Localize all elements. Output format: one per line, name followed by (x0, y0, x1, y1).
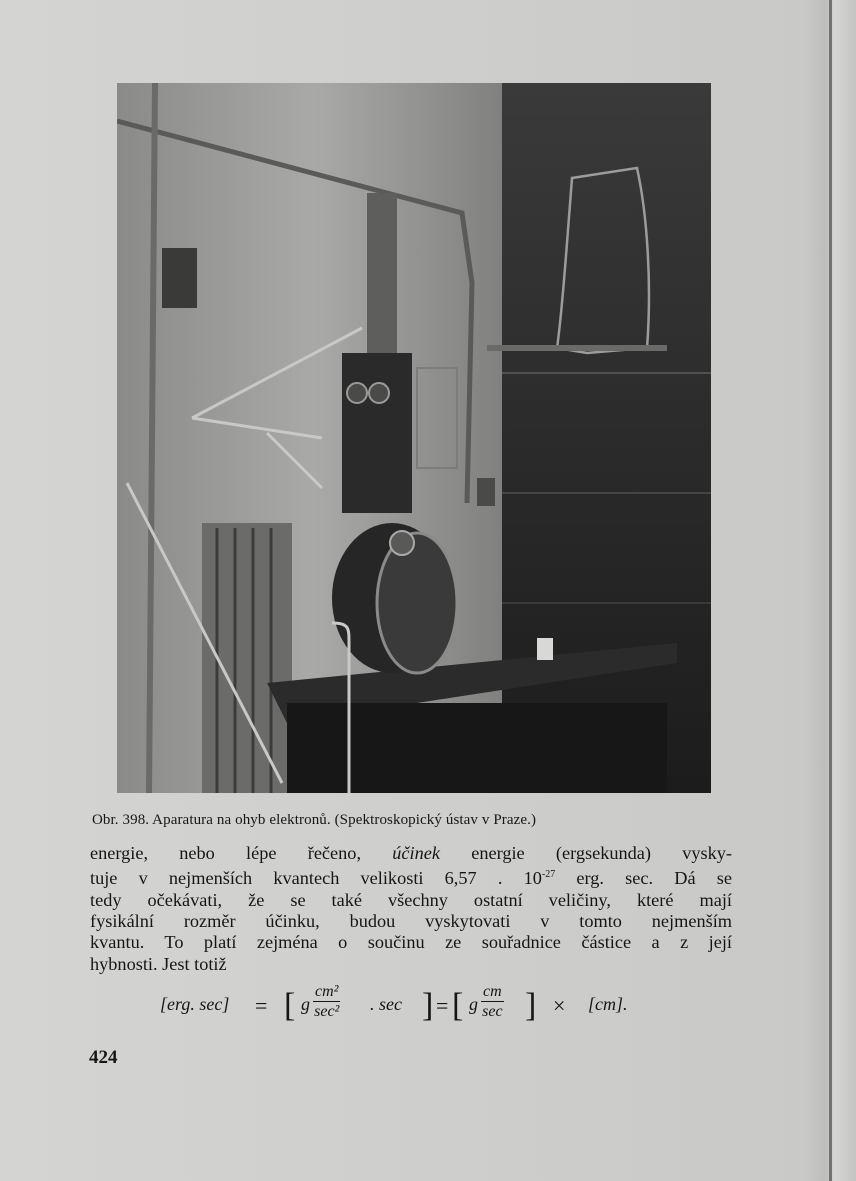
text-line: fysikální rozměr účinku, budou vyskytovati v tomto nejmenším (90, 910, 732, 931)
exponent: -27 (541, 869, 556, 881)
text-line: tuje v nejmenších kvantech velikosti 6,57 . $10^{-27}$ erg. sec. Dá se (90, 868, 732, 889)
page-edge-shadow (829, 0, 832, 1181)
figure-caption: Obr. 398. Aparatura na ohyb elektronů. (Spektroskopický ústav v Praze.) (92, 812, 537, 828)
dimension-equation (160, 982, 720, 1034)
fraction-denominator: sec (482, 1003, 503, 1020)
photo-illustration (117, 83, 711, 793)
bracket-close: ] (525, 987, 537, 1024)
fraction-numerator: cm² (315, 983, 339, 1000)
equals-sign: = (436, 993, 449, 1018)
times-sign: × (553, 993, 566, 1018)
mass-symbol: g (469, 994, 478, 1014)
equation-lhs: [erg. sec] (160, 994, 230, 1014)
text-line: hybnosti. Jest totiž (90, 953, 227, 974)
fraction-denominator: sec² (314, 1003, 340, 1020)
bracket-close: ] (422, 987, 434, 1024)
bracket-open: [ (284, 987, 296, 1024)
text-line: energie, nebo lépe řečeno, účinek energie (ergsekunda) vysky- (90, 843, 733, 863)
apparatus-photograph (117, 83, 711, 793)
equals-sign: = (255, 993, 268, 1018)
page-number: 424 (89, 1047, 118, 1068)
emphasis-term: účinek (392, 843, 440, 863)
text-line: tedy očekávati, že se také všechny ostatní veličiny, které mají (90, 889, 732, 910)
bracket-open: [ (452, 987, 464, 1024)
text-line: kvantu. To platí zejména o součinu ze souřadnice částice a z její (90, 932, 732, 953)
fraction-cm-sec (481, 982, 504, 1021)
sec-factor: . sec (370, 994, 402, 1014)
fraction-numerator: cm (483, 983, 502, 1000)
cm-factor: [cm]. (588, 994, 628, 1014)
mass-symbol: g (301, 994, 310, 1014)
body-paragraph (90, 843, 732, 975)
fraction-cm2-sec2 (313, 982, 340, 1021)
